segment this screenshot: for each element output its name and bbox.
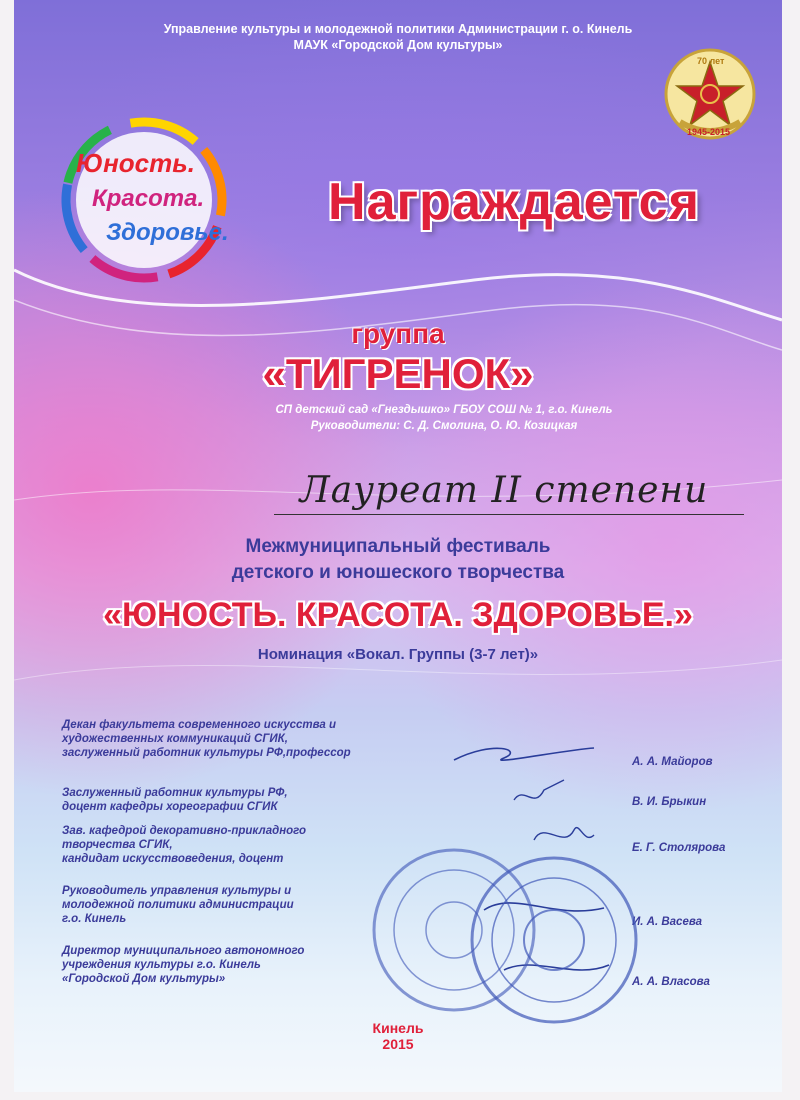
signatory-role: Заслуженный работник культуры РФ, доцент кафедры хореографии СГИК (62, 787, 288, 813)
signatory-name: А. А. Майоров (632, 756, 713, 768)
nomination: Номинация «Вокал. Группы (3-7 лет)» (257, 646, 539, 663)
festival-name: «ЮНОСТЬ. КРАСОТА. ЗДОРОВЬЕ.» (103, 596, 693, 634)
festival-line-2: детского и юношеского творчества (231, 562, 565, 583)
festival-logo (44, 110, 244, 290)
signatory-role: Зав. кафедрой декоративно-прикладного творчества СГИК, кандидат искусствоведения, доцент (62, 825, 307, 865)
recipient-leaders: Руководители: С. Д. Смолина, О. Ю. Козицкая (310, 420, 578, 432)
signatory-name: И. А. Васева (632, 916, 703, 928)
emblem-years: 1945-2015 (687, 127, 731, 137)
city: Кинель (372, 1020, 424, 1036)
stamp-left (374, 850, 534, 1010)
recipient-organization: СП детский сад «Гнездышко» ГБОУ СОШ № 1, г.о. Кинель (275, 404, 613, 416)
certificate-title: Награждается (328, 173, 700, 231)
signatory-name: А. А. Власова (632, 976, 710, 988)
signatory-name: В. И. Брыкин (632, 796, 707, 808)
emblem-top-text: 70 лет (697, 56, 725, 66)
organization-line-1: Управление культуры и молодежной политики Администрации г. о. Кинель (163, 22, 633, 36)
festival-logo-line1: Юность. (76, 148, 195, 178)
recipient-type: группа (351, 318, 445, 349)
signature-1 (454, 748, 594, 760)
award-handwritten: Лауреат II степени (299, 470, 709, 511)
swirl-white-4 (14, 660, 782, 680)
stamp-right (472, 858, 636, 1022)
signatory-role: Директор муниципального автономного учреждения культуры г.о. Кинель «Городской Дом культуры» (62, 945, 305, 985)
official-stamps (364, 790, 664, 1040)
recipient-name: «ТИГРЕНОК» (262, 350, 534, 397)
certificate (14, 0, 782, 1092)
signatory-role: Руководитель управления культуры и молодежной политики администрации г.о. Кинель (62, 885, 294, 925)
award-underline (274, 514, 744, 515)
signatory-role: Декан факультета современного искусства и художественных коммуникаций СГИК, заслуженный работник культуры РФ,профессор (62, 719, 351, 759)
festival-logo-line2: Красота. (92, 185, 205, 212)
festival-logo-line3: Здоровье. (106, 219, 229, 246)
organization-line-2: МАУК «Городской Дом культуры» (293, 38, 503, 52)
anniversary-emblem (660, 44, 760, 144)
festival-line-1: Межмуниципальный фестиваль (245, 536, 551, 557)
year: 2015 (382, 1036, 414, 1052)
signatory-name: Е. Г. Столярова (632, 842, 726, 854)
